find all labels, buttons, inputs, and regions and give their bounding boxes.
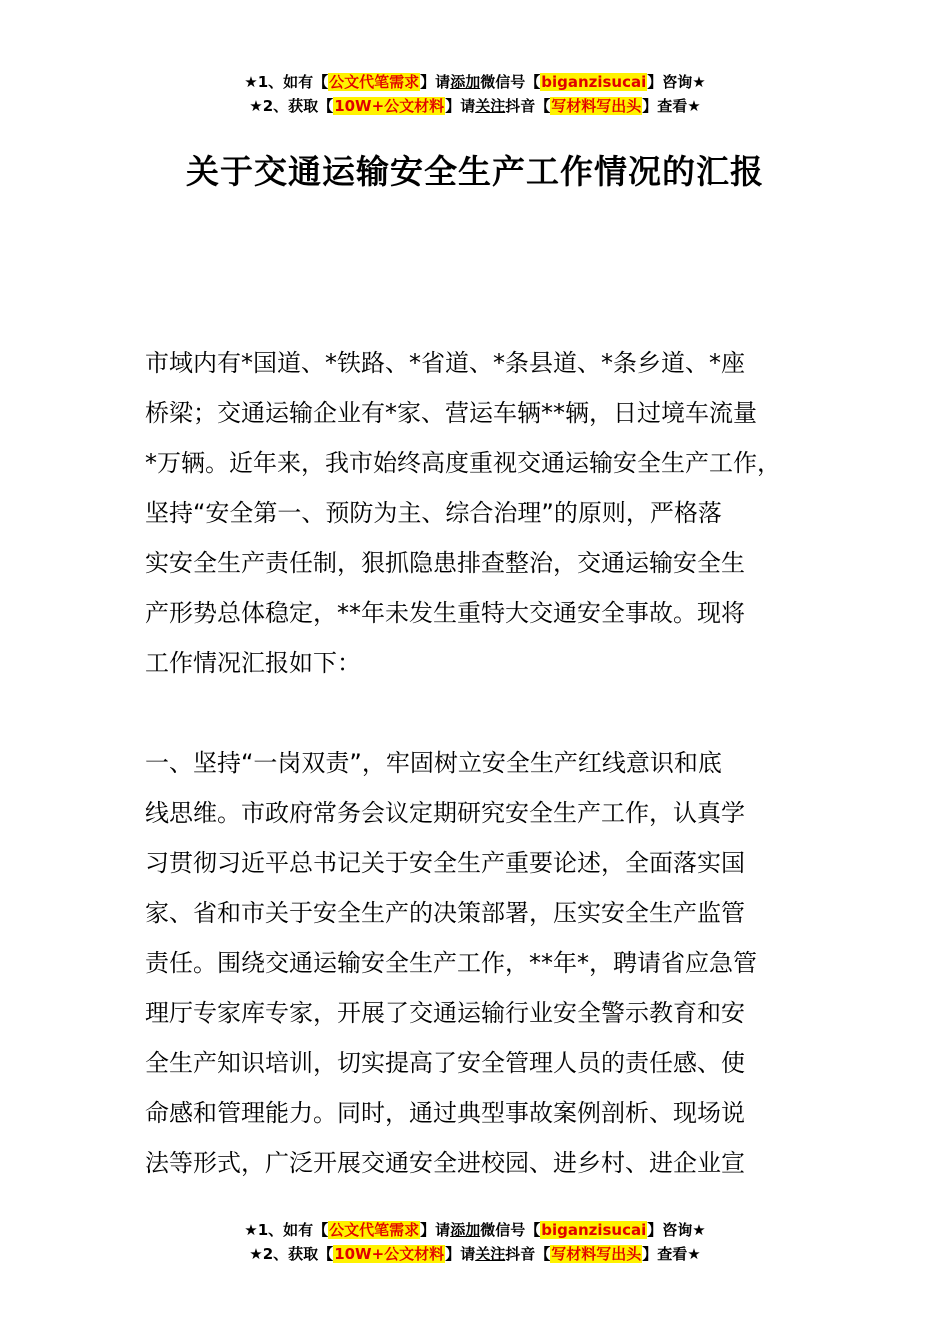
footer-banner bbox=[0, 1218, 950, 1266]
text-line: 习贯彻习近平总书记关于安全生产重要论述，全面落实国 bbox=[145, 849, 745, 877]
text-line: 命感和管理能力。同时，通过典型事故案例剖析、现场说 bbox=[145, 1099, 745, 1127]
banner-text: 】请 bbox=[420, 73, 451, 91]
banner-text: 抖音【 bbox=[505, 1245, 551, 1263]
banner-text: ★2、获取【 bbox=[249, 97, 334, 115]
banner-underline: 关注 bbox=[475, 97, 506, 115]
banner-line-1 bbox=[0, 1218, 950, 1242]
banner-highlight-wechat-id: biganzisucai bbox=[541, 73, 647, 91]
banner-text: 微信号【 bbox=[480, 73, 541, 91]
banner-text: ★2、获取【 bbox=[249, 1245, 334, 1263]
banner-text: 】咨询★ bbox=[647, 73, 706, 91]
banner-text: 抖音【 bbox=[505, 97, 551, 115]
text-line: 实安全生产责任制，狠抓隐患排查整治，交通运输安全生 bbox=[145, 549, 745, 577]
banner-line-2 bbox=[0, 1242, 950, 1266]
banner-text: 微信号【 bbox=[480, 1221, 541, 1239]
paragraph-section-1 bbox=[145, 738, 825, 1188]
paragraph-intro bbox=[145, 338, 825, 688]
banner-text: 】查看★ bbox=[642, 1245, 701, 1263]
banner-underline: 添加 bbox=[450, 73, 481, 91]
banner-highlight: 10W+公文材料 bbox=[334, 97, 445, 115]
banner-underline: 关注 bbox=[475, 1245, 506, 1263]
text-line: 线思维。市政府常务会议定期研究安全生产工作，认真学 bbox=[145, 799, 745, 827]
banner-text: 】查看★ bbox=[642, 97, 701, 115]
banner-highlight-douyin-id: 写材料写出头 bbox=[551, 1245, 642, 1263]
text-line: 法等形式，广泛开展交通安全进校园、进乡村、进企业宣 bbox=[145, 1149, 745, 1177]
banner-highlight: 10W+公文材料 bbox=[334, 1245, 445, 1263]
text-line: *万辆。近年来，我市始终高度重视交通运输安全生产工作， bbox=[145, 449, 781, 477]
banner-line-1 bbox=[0, 70, 950, 94]
header-banner bbox=[0, 70, 950, 118]
banner-highlight: 公文代笔需求 bbox=[329, 1221, 420, 1239]
banner-text: ★1、如有【 bbox=[244, 73, 329, 91]
text-line: 坚持“安全第一、预防为主、综合治理”的原则，严格落 bbox=[145, 499, 722, 527]
text-line: 责任。围绕交通运输安全生产工作，**年*，聘请省应急管 bbox=[145, 949, 757, 977]
banner-text: 】请 bbox=[445, 97, 476, 115]
text-line: 市域内有*国道、*铁路、*省道、*条县道、*条乡道、*座 bbox=[145, 349, 745, 377]
banner-highlight-douyin-id: 写材料写出头 bbox=[551, 97, 642, 115]
banner-highlight-wechat-id: biganzisucai bbox=[541, 1221, 647, 1239]
banner-line-2 bbox=[0, 94, 950, 118]
banner-highlight: 公文代笔需求 bbox=[329, 73, 420, 91]
banner-underline: 添加 bbox=[450, 1221, 481, 1239]
banner-text: ★1、如有【 bbox=[244, 1221, 329, 1239]
text-line: 理厅专家库专家，开展了交通运输行业安全警示教育和安 bbox=[145, 999, 745, 1027]
text-line: 桥梁；交通运输企业有*家、营运车辆**辆，日过境车流量 bbox=[145, 399, 757, 427]
text-line: 工作情况汇报如下： bbox=[145, 649, 361, 677]
banner-text: 】请 bbox=[420, 1221, 451, 1239]
document-title: 关于交通运输安全生产工作情况的汇报 bbox=[186, 152, 764, 191]
text-line: 产形势总体稳定，**年未发生重特大交通安全事故。现将 bbox=[145, 599, 745, 627]
text-line: 全生产知识培训，切实提高了安全管理人员的责任感、使 bbox=[145, 1049, 745, 1077]
banner-text: 】咨询★ bbox=[647, 1221, 706, 1239]
text-line: 一、坚持“一岗双责”，牢固树立安全生产红线意识和底 bbox=[145, 749, 722, 777]
text-line: 家、省和市关于安全生产的决策部署，压实安全生产监管 bbox=[145, 899, 745, 927]
banner-text: 】请 bbox=[445, 1245, 476, 1263]
